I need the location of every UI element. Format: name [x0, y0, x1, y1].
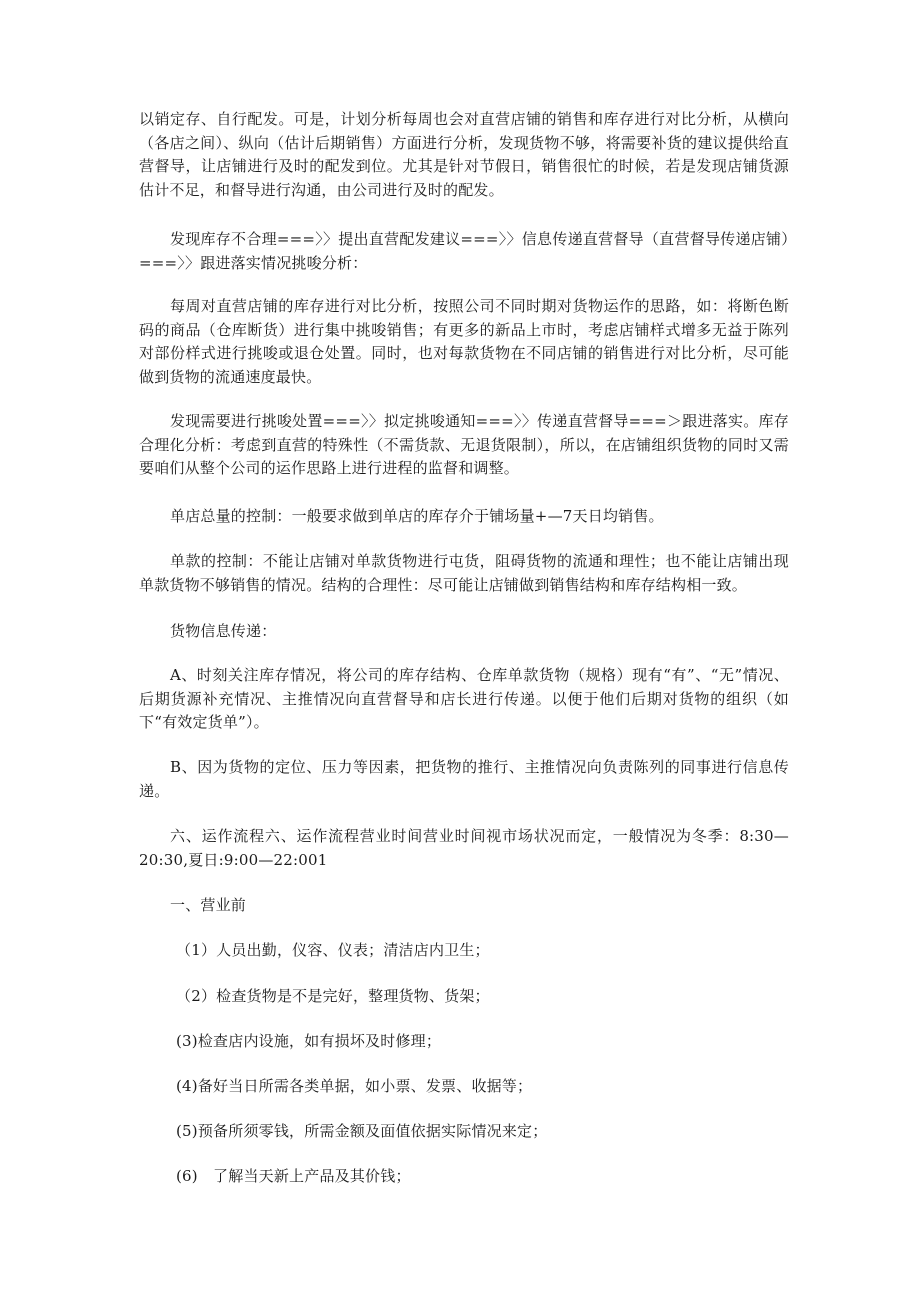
paragraph-inventory-flow: 发现库存不合理===〉〉提出直营配发建议===〉〉信息传递直营督导（直营督导传递店铺）===〉〉跟进落实情况挑唆分析： — [139, 230, 789, 272]
paragraph-info-heading: 货物信息传递： — [170, 622, 277, 640]
list-item: (6) 了解当天新上产品及其价钱； — [176, 1167, 411, 1185]
section-heading-before-business: 一、营业前 — [170, 896, 247, 914]
paragraph-single-item-control: 单款的控制：不能让店铺对单款货物进行屯货，阻碍货物的流通和理性；也不能让店铺出现单款货物不够销售的情况。结构的合理性：尽可能让店铺做到销售结构和库存结构相一致。 — [139, 552, 789, 594]
paragraph-restock-analysis: 以销定存、自行配发。可是，计划分析每周也会对直营店铺的销售和库存进行对比分析，从横向（各店之间）、纵向（估计后期销售）方面进行分析，发现货物不够，将需要补货的建议提供给直营督导，让店铺进行及时的配发到位。尤其是针对节假日，销售很忙的时候，若是发现店铺货源估计不足，和督导进行沟通，由公司进行及时的配发。 — [139, 110, 789, 199]
list-item: (4)备好当日所需各类单据，如小票、发票、收据等； — [176, 1077, 533, 1095]
list-item: （1）人员出勤，仪容、仪表；清洁店内卫生； — [176, 941, 490, 959]
paragraph-weekly-comparison: 每周对直营店铺的库存进行对比分析，按照公司不同时期对货物运作的思路，如：将断色断码的商品（仓库断货）进行集中挑唆销售；有更多的新品上市时，考虑店铺样式增多无益于陈列对部份样式进行挑唆或退仓处置。同时，也对每款货物在不同店铺的销售进行对比分析，尽可能做到货物的流通速度最快。 — [139, 297, 789, 386]
paragraph-store-total-control: 单店总量的控制：一般要求做到单店的库存介于铺场量+—7天日均销售。 — [170, 507, 664, 525]
list-item: (3)检查店内设施，如有损坏及时修理； — [176, 1032, 442, 1050]
paragraph-item-a: A、时刻关注库存情况，将公司的库存结构、仓库单款货物（规格）现有“有”、“无”情况、后期货源补充情况、主推情况向直营督导和店长进行传递。以便于他们后期对货物的组织（如下“有效定货单”）。 — [139, 666, 789, 731]
paragraph-transfer-process: 发现需要进行挑唆处置===〉〉拟定挑唆通知===〉〉传递直营督导===＞跟进落实。库存合理化分析：考虑到直营的特殊性（不需货款、无退货限制），所以，在店铺组织货物的同时又需要咱们从整个公司的运作思路上进行进程的监督和调整。 — [139, 412, 789, 477]
paragraph-operation-hours: 六、运作流程六、运作流程营业时间营业时间视市场状况而定，一般情况为冬季：8:30—20:30,夏日:9:00—22:001 — [139, 827, 789, 869]
paragraph-item-b: B、因为货物的定位、压力等因素，把货物的推行、主推情况向负责陈列的同事进行信息传递。 — [139, 758, 789, 800]
list-item: (5)预备所须零钱，所需金额及面值依据实际情况来定； — [176, 1122, 548, 1140]
list-item: （2）检查货物是不是完好，整理货物、货架； — [176, 987, 490, 1005]
